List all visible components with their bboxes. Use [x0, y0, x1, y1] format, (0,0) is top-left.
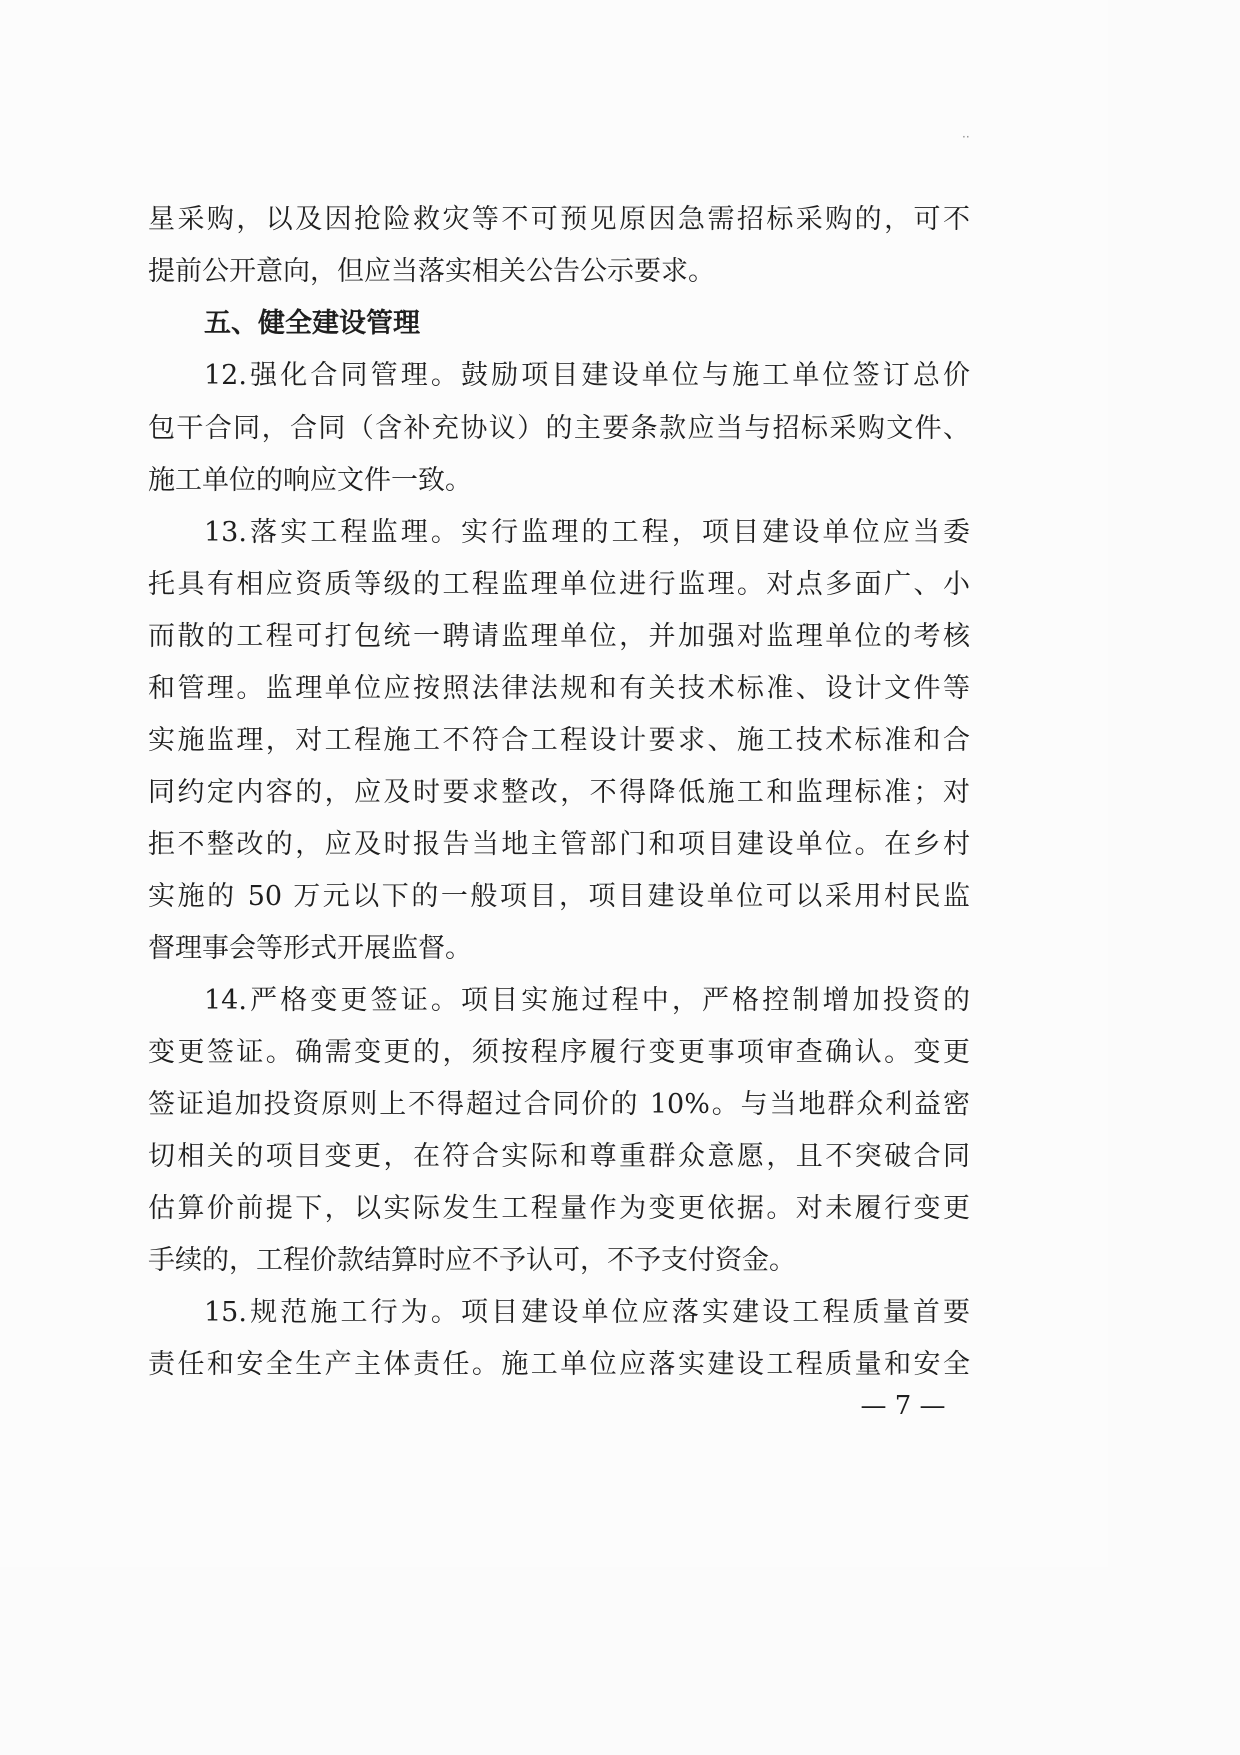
body-line: 估算价前提下，以实际发生工程量作为变更依据。对未履行变更 — [148, 1193, 970, 1224]
scan-mark: ·· — [962, 130, 970, 144]
paragraph-first-line: 14.严格变更签证。项目实施过程中，严格控制增加投资的 — [204, 985, 970, 1016]
body-line: 拒不整改的，应及时报告当地主管部门和项目建设单位。在乡村 — [148, 829, 970, 860]
body-line: 而散的工程可打包统一聘请监理单位，并加强对监理单位的考核 — [148, 621, 970, 652]
body-line: 签证追加投资原则上不得超过合同价的 10%。与当地群众利益密 — [148, 1089, 970, 1120]
paragraph-first-line: 15.规范施工行为。项目建设单位应落实建设工程质量首要 — [204, 1297, 970, 1328]
body-line: 星采购，以及因抢险救灾等不可预见原因急需招标采购的，可不 — [148, 204, 970, 235]
body-line: 切相关的项目变更，在符合实际和尊重群众意愿，且不突破合同 — [148, 1141, 970, 1172]
body-line: 提前公开意向，但应当落实相关公告公示要求。 — [148, 256, 715, 287]
body-line: 实施监理，对工程施工不符合工程设计要求、施工技术标准和合 — [148, 725, 970, 756]
paragraph-first-line: 12.强化合同管理。鼓励项目建设单位与施工单位签订总价 — [204, 360, 970, 391]
body-line: 同约定内容的，应及时要求整改，不得降低施工和监理标准；对 — [148, 777, 970, 808]
body-line: 手续的，工程价款结算时应不予认可，不予支付资金。 — [148, 1245, 796, 1276]
body-line: 督理事会等形式开展监督。 — [148, 933, 472, 964]
body-line: 包干合同，合同（含补充协议）的主要条款应当与招标采购文件、 — [148, 413, 970, 444]
body-line: 变更签证。确需变更的，须按程序履行变更事项审查确认。变更 — [148, 1037, 970, 1068]
body-line: 施工单位的响应文件一致。 — [148, 465, 472, 496]
section-heading: 五、健全建设管理 — [204, 308, 420, 339]
body-line: 责任和安全生产主体责任。施工单位应落实建设工程质量和安全 — [148, 1349, 970, 1380]
paragraph-first-line: 13.落实工程监理。实行监理的工程，项目建设单位应当委 — [204, 517, 970, 548]
body-line: 托具有相应资质等级的工程监理单位进行监理。对点多面广、小 — [148, 569, 970, 600]
body-line: 和管理。监理单位应按照法律法规和有关技术标准、设计文件等 — [148, 673, 970, 704]
page-number: — 7 — — [860, 1391, 946, 1421]
body-line: 实施的 50 万元以下的一般项目，项目建设单位可以采用村民监 — [148, 881, 970, 912]
